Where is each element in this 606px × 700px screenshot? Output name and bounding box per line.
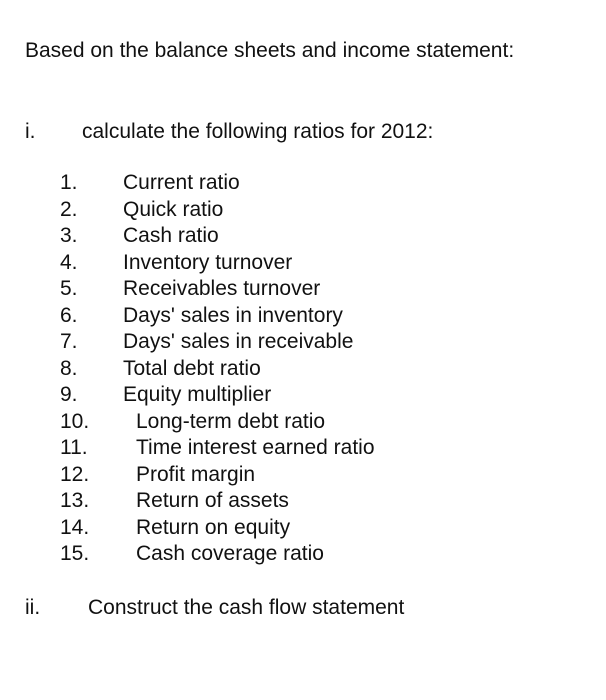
list-number: 15. bbox=[60, 542, 90, 565]
list-item bbox=[0, 541, 606, 568]
list-label: Cash coverage ratio bbox=[136, 542, 324, 565]
list-label: Return on equity bbox=[136, 515, 291, 539]
list-number: 7. bbox=[60, 330, 78, 353]
list-number: 9. bbox=[60, 383, 78, 406]
list-item bbox=[0, 170, 606, 197]
list-item bbox=[0, 435, 606, 462]
list-label: Long-term debt ratio bbox=[136, 409, 326, 433]
list-item bbox=[0, 462, 606, 489]
list-label: Inventory turnover bbox=[123, 250, 293, 274]
list-item bbox=[0, 382, 606, 409]
list-number: 8. bbox=[60, 356, 78, 380]
section-i-marker: i. bbox=[25, 120, 36, 143]
list-number: 1. bbox=[60, 171, 78, 194]
list-item bbox=[0, 197, 606, 224]
section-ii-text: Construct the cash flow statement bbox=[88, 596, 405, 619]
list-number: 2. bbox=[60, 197, 78, 221]
list-label: Profit margin bbox=[136, 462, 256, 486]
list-label: Total debt ratio bbox=[123, 356, 261, 380]
list-item bbox=[0, 515, 606, 542]
list-number: 4. bbox=[60, 250, 78, 274]
list-number: 14. bbox=[60, 515, 90, 539]
list-number: 13. bbox=[60, 489, 90, 512]
list-number: 3. bbox=[60, 224, 78, 247]
list-label: Quick ratio bbox=[123, 197, 224, 221]
list-number: 5. bbox=[60, 277, 78, 300]
list-label: Days' sales in receivable bbox=[123, 330, 354, 353]
list-label: Equity multiplier bbox=[123, 383, 272, 406]
list-item bbox=[0, 303, 606, 330]
heading: Based on the balance sheets and income statement: bbox=[25, 39, 515, 62]
list-item bbox=[0, 329, 606, 356]
list-label: Current ratio bbox=[123, 171, 240, 194]
section-ii-marker: ii. bbox=[25, 596, 41, 619]
list-item bbox=[0, 409, 606, 436]
list-label: Cash ratio bbox=[123, 224, 219, 247]
list-number: 12. bbox=[60, 462, 90, 486]
list-label: Return of assets bbox=[136, 489, 289, 512]
ratio-list bbox=[0, 170, 606, 568]
list-item bbox=[0, 250, 606, 277]
list-number: 10. bbox=[60, 409, 90, 433]
list-item bbox=[0, 276, 606, 303]
list-item bbox=[0, 488, 606, 515]
list-item bbox=[0, 356, 606, 383]
list-label: Time interest earned ratio bbox=[136, 436, 375, 459]
section-i-text: calculate the following ratios for 2012: bbox=[82, 120, 434, 143]
list-label: Days' sales in inventory bbox=[123, 303, 343, 327]
list-number: 6. bbox=[60, 303, 78, 327]
list-number: 11. bbox=[60, 436, 88, 459]
list-item bbox=[0, 223, 606, 250]
list-label: Receivables turnover bbox=[123, 277, 321, 300]
